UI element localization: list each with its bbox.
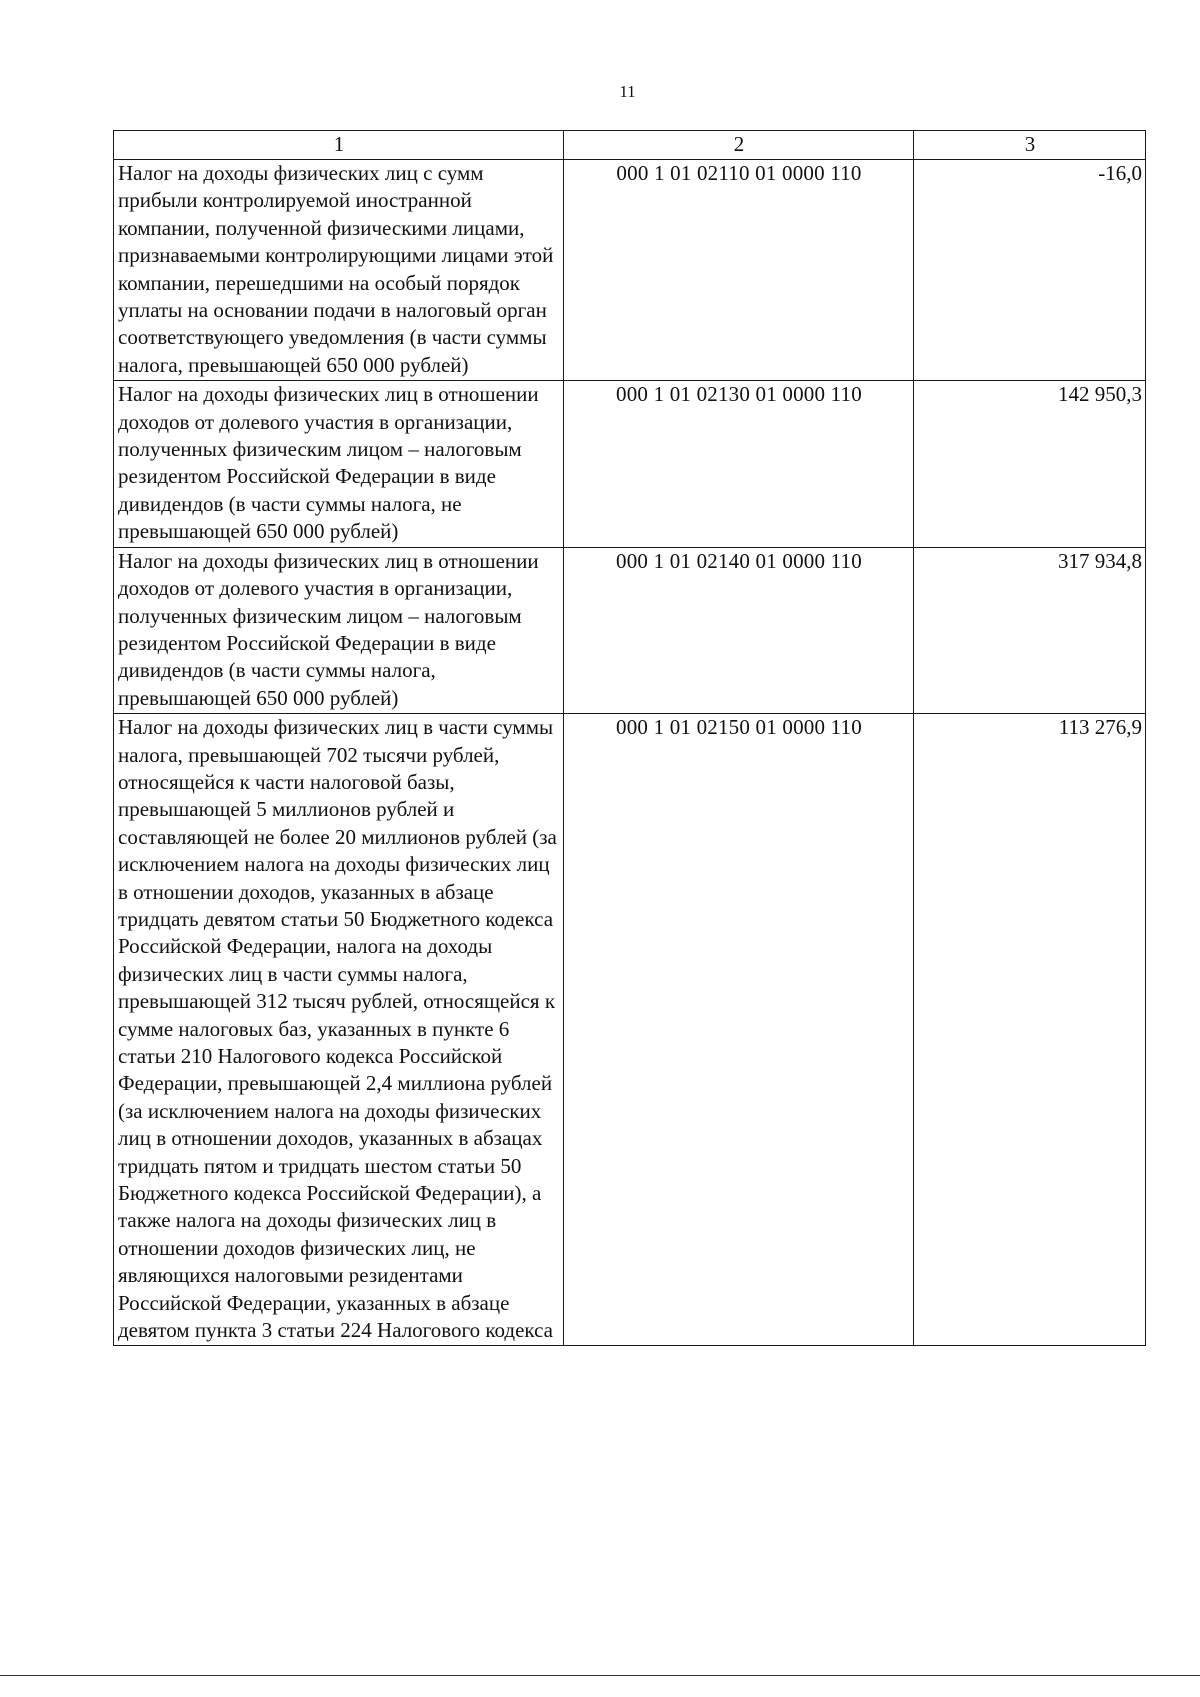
table-header-row [114, 131, 1146, 160]
amount-cell: 317 934,8 [914, 547, 1146, 713]
revenue-name-cell: Налог на доходы физических лиц в отношении доходов от долевого участия в организации, полученных физическим лицом – налоговым резидентом Российской Федерации в виде дивидендов (в части суммы налога, превышающей 650 000 рублей) [114, 547, 564, 713]
table-row [114, 547, 1146, 713]
column-header-amount: 3 [914, 131, 1146, 160]
budget-code-cell: 000 1 01 02130 01 0000 110 [564, 381, 914, 547]
revenue-name-cell: Налог на доходы физических лиц в части суммы налога, превышающей 702 тысячи рублей, относящейся к части налоговой базы, превышающей 5 миллионов рублей и составляющей не более 20 миллионов рублей (за исключением налога на доходы физических лиц в отношении доходов, указанных в абзаце тридцать девятом статьи 50 Бюджетного кодекса Российской Федерации, налога на доходы физических лиц в части суммы налога, превышающей 312 тысяч рублей, относящейся к сумме налоговых баз, указанных в пункте 6 статьи 210 Налогового кодекса Российской Федерации, превышающей 2,4 миллиона рублей (за исключением налога на доходы физических лиц в отношении доходов, указанных в абзацах тридцать пятом и тридцать шестом статьи 50 Бюджетного кодекса Российской Федерации), а также налога на доходы физических лиц в отношении доходов физических лиц, не являющихся налоговыми резидентами Российской Федерации, указанных в абзаце девятом пункта 3 статьи 224 Налогового кодекса [114, 714, 564, 1346]
revenue-name-cell: Налог на доходы физических лиц с сумм прибыли контролируемой иностранной компании, полученной физическими лицами, признаваемыми контролирующими лицами этой компании, перешедшими на особый порядок уплаты на основании подачи в налоговый орган соответствующего уведомления (в части суммы налога, превышающей 650 000 рублей) [114, 160, 564, 381]
scan-edge-divider [0, 1675, 1200, 1676]
amount-cell: 142 950,3 [914, 381, 1146, 547]
amount-cell: 113 276,9 [914, 714, 1146, 1346]
revenue-table [113, 130, 1146, 1346]
budget-code-cell: 000 1 01 02150 01 0000 110 [564, 714, 914, 1346]
column-header-code: 2 [564, 131, 914, 160]
table-row [114, 381, 1146, 547]
table-row [114, 160, 1146, 381]
page-number: 11 [619, 82, 636, 101]
column-header-name: 1 [114, 131, 564, 160]
revenue-name-cell: Налог на доходы физических лиц в отношении доходов от долевого участия в организации, полученных физическим лицом – налоговым резидентом Российской Федерации в виде дивидендов (в части суммы налога, не превышающей 650 000 рублей) [114, 381, 564, 547]
budget-code-cell: 000 1 01 02140 01 0000 110 [564, 547, 914, 713]
budget-code-cell: 000 1 01 02110 01 0000 110 [564, 160, 914, 381]
table-row [114, 714, 1146, 1346]
amount-cell: -16,0 [914, 160, 1146, 381]
